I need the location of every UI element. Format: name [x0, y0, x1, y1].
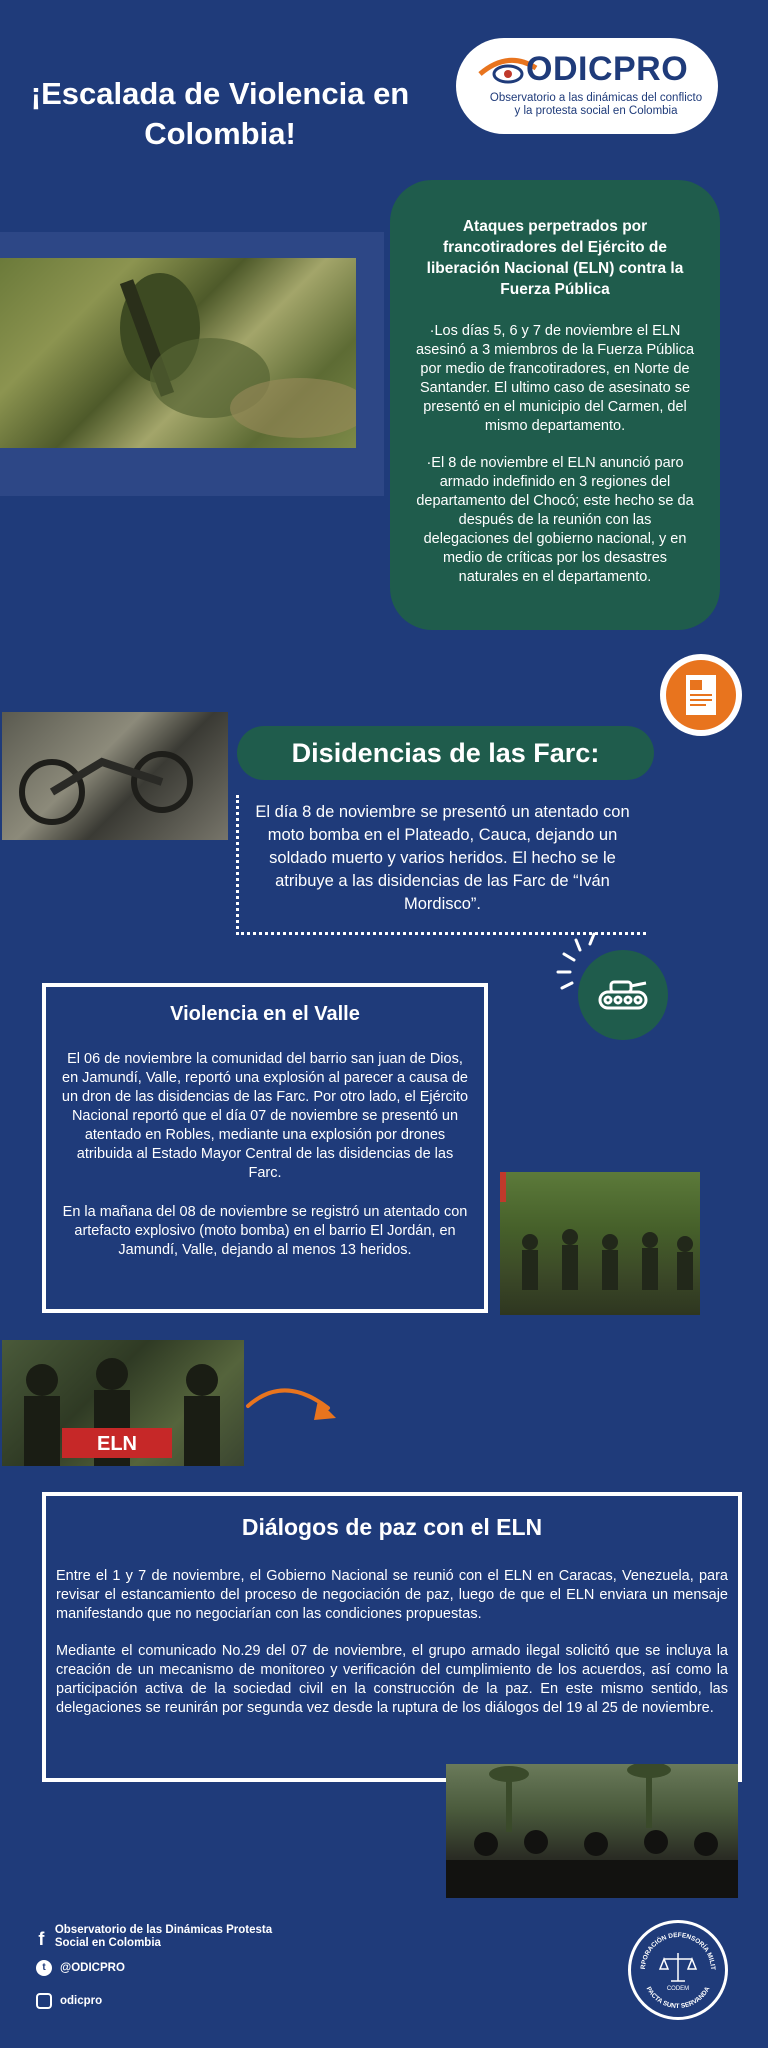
- farc-title: Disidencias de las Farc:: [237, 726, 654, 780]
- valle-paragraph-1: El 06 de noviembre la comunidad del barrio san juan de Dios, en Jamundí, Valle, reportó una explosión al parecer a causa de un dron de las disidencias de las Farc. Por otro lado, el Ejército Nacional reportó que el día 07 de noviembre se presentó un atentado en Robles, mediante una explosión por drones atribuida al Estado Mayor Central de las disidencias de las Farc.: [61, 1051, 469, 1181]
- instagram-icon: [36, 1993, 52, 2009]
- footer-twitter-label: @ODICPRO: [60, 1962, 125, 1974]
- seal-bottom-text: PACTA SUNT SERVANDA: [644, 1985, 712, 2011]
- footer-facebook-label: Observatorio de las Dinámicas Protesta Social en Colombia: [54, 1924, 273, 1949]
- logo-subtitle: Observatorio a las dinámicas del conflicto y la protesta social en Colombia: [489, 92, 703, 117]
- armed-group-figures: [500, 1172, 700, 1315]
- eln-attacks-paragraph-1: ·Los días 5, 6 y 7 de noviembre el ELN asesinó a 3 miembros de la Fuerza Pública por medio de francotiradores, en Norte de Santander. El ultimo caso de asesinato se presentó en el municipio del Carmen, del mismo departamento.: [415, 323, 695, 434]
- footer-instagram[interactable]: [36, 1993, 102, 2009]
- svg-text:CORPORACIÓN DEFENSORÍA MILITAR: [631, 1923, 716, 1970]
- eln-fighters-figures: [2, 1340, 244, 1466]
- odicpro-logo: [456, 38, 718, 134]
- eln-attacks-heading: Ataques perpetrados por francotiradores del Ejército de liberación Nacional (ELN) contra la Fuerza Pública: [426, 218, 684, 298]
- dialogos-title: Diálogos de paz con el ELN: [241, 1514, 543, 1540]
- tank-icon: [578, 950, 668, 1040]
- footer-instagram-label: odicpro: [60, 1995, 103, 2007]
- defensoria-seal: [628, 1920, 728, 2020]
- footer-facebook[interactable]: [36, 1924, 276, 1950]
- arrow-icon: [244, 1378, 350, 1438]
- page-title: ¡Escalada de Violencia en Colombia!: [30, 76, 410, 151]
- logo-name: ODICPRO: [526, 50, 689, 88]
- soldier-photo: [0, 258, 356, 448]
- eln-banner-text: ELN: [97, 1433, 137, 1455]
- dialogos-card: [42, 1492, 742, 1782]
- scales-icon: [660, 1953, 696, 1981]
- seal-top-text: RPORACIÓN DEFENSORÍA MILIT: [639, 1931, 717, 1970]
- eln-attacks-paragraph-2: ·El 8 de noviembre el ELN anunció paro armado indefinido en 3 regiones del departamento del Chocó; este hecho se da después de la reunión con las delegaciones del gobierno nacional, y en medio de críticas por los desastres naturales en el departamento.: [416, 455, 694, 585]
- meeting-silhouettes: [446, 1764, 738, 1898]
- facebook-icon: f: [38, 1929, 45, 1949]
- document-icon: [660, 654, 742, 736]
- armed-group-photo: [500, 1172, 700, 1315]
- seal-center-text: CODEM: [666, 1986, 690, 1992]
- farc-text: El día 8 de noviembre se presentó un atentado con moto bomba en el Plateado, Cauca, dejando un soldado muerto y varios heridos. El hecho se le atribuye a las disidencias de las Farc de “Iván Mordisco”.: [236, 795, 646, 935]
- eln-attacks-card: [390, 180, 720, 630]
- valle-paragraph-2: En la mañana del 08 de noviembre se registró un atentado con artefacto explosivo (moto bomba) en el barrio El Jordán, en Jamundí, Valle, dejando al menos 13 heridos.: [62, 1204, 468, 1258]
- twitter-icon: t: [36, 1960, 52, 1976]
- motorcycle-photo: [2, 712, 228, 840]
- dialogos-paragraph-2: Mediante el comunicado No.29 del 07 de noviembre, el grupo armado ilegal solicitó que se incluya la creación de un mecanismo de monitoreo y verificación del cumplimiento de los acuerdos, así como la participación activa de la sociedad civil en la construcción de la paz. En este mismo sentido, las delegaciones se reunirán por segunda vez desde la ruptura de los diálogos del 19 al 25 de noviembre.: [56, 1643, 728, 1716]
- footer-twitter[interactable]: [36, 1960, 125, 1976]
- meeting-photo: [446, 1764, 738, 1898]
- eln-fighters-photo: [2, 1340, 244, 1466]
- valle-card: [42, 983, 488, 1313]
- valle-title: Violencia en el Valle: [170, 1003, 360, 1025]
- motorcycle-wreck: [2, 712, 228, 840]
- dialogos-paragraph-1: Entre el 1 y 7 de noviembre, el Gobierno Nacional se reunió con el ELN en Caracas, Venezuela, para revisar el estancamiento del proceso de negociación de paz, luego de que el ELN enviara un mensaje manifestando que no negociarían con las condiciones propuestas.: [56, 1568, 728, 1622]
- soldier-silhouette: [0, 258, 356, 448]
